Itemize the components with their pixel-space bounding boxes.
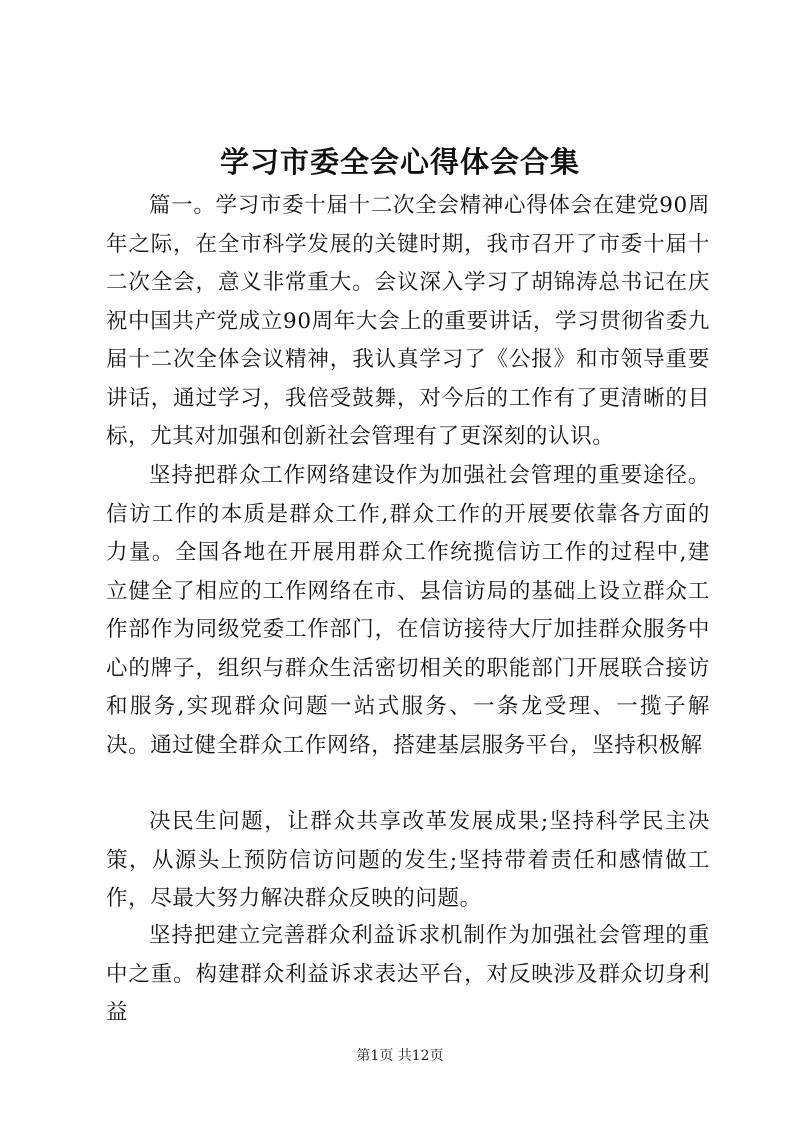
paragraph-2: 坚持把群众工作网络建设作为加强社会管理的重要途径。信访工作的本质是群众工作,群众工作的开展要依靠各方面的力量。全国各地在开展用群众工作统揽信访工作的过程中,建立健全了相应的工作网络在市、县信访局的基础上设立群众工作部作为同级党委工作部门，在信访接待大厅加挂群众服务中心的牌子，组织与群众生活密切相关的职能部门开展联合接访和服务,实现群众问题一站式服务、一条龙受理、一揽子解决。通过健全群众工作网络，搭建基层服务平台，坚持积极解 xyxy=(106,463,710,758)
document-title: 学习市委全会心得体会合集 xyxy=(219,145,580,179)
paragraph-4: 坚持把建立完善群众利益诉求机制作为加强社会管理的重中之重。构建群众利益诉求表达平台，对反映涉及群众切身利益 xyxy=(106,923,710,1025)
page-footer xyxy=(0,1045,800,1065)
page-number-label: 第1页 共12页 xyxy=(356,1048,444,1064)
paragraph-1: 篇一。学习市委十届十二次全会精神心得体会在建党90周年之际，在全市科学发展的关键时期，我市召开了市委十届十二次全会，意义非常重大。会议深入学习了胡锦涛总书记在庆祝中国共产党成立90周年大会上的重要讲话，学习贯彻省委九届十二次全体会议精神，我认真学习了《公报》和市领导重要讲话，通过学习，我倍受鼓舞，对今后的工作有了更清晰的目标，尤其对加强和创新社会管理有了更深刻的认识。 xyxy=(106,193,710,449)
paragraph-3: 决民生问题，让群众共享改革发展成果;坚持科学民主决策，从源头上预防信访问题的发生;坚持带着责任和感情做工作，尽最大努力解决群众反映的问题。 xyxy=(106,809,710,911)
